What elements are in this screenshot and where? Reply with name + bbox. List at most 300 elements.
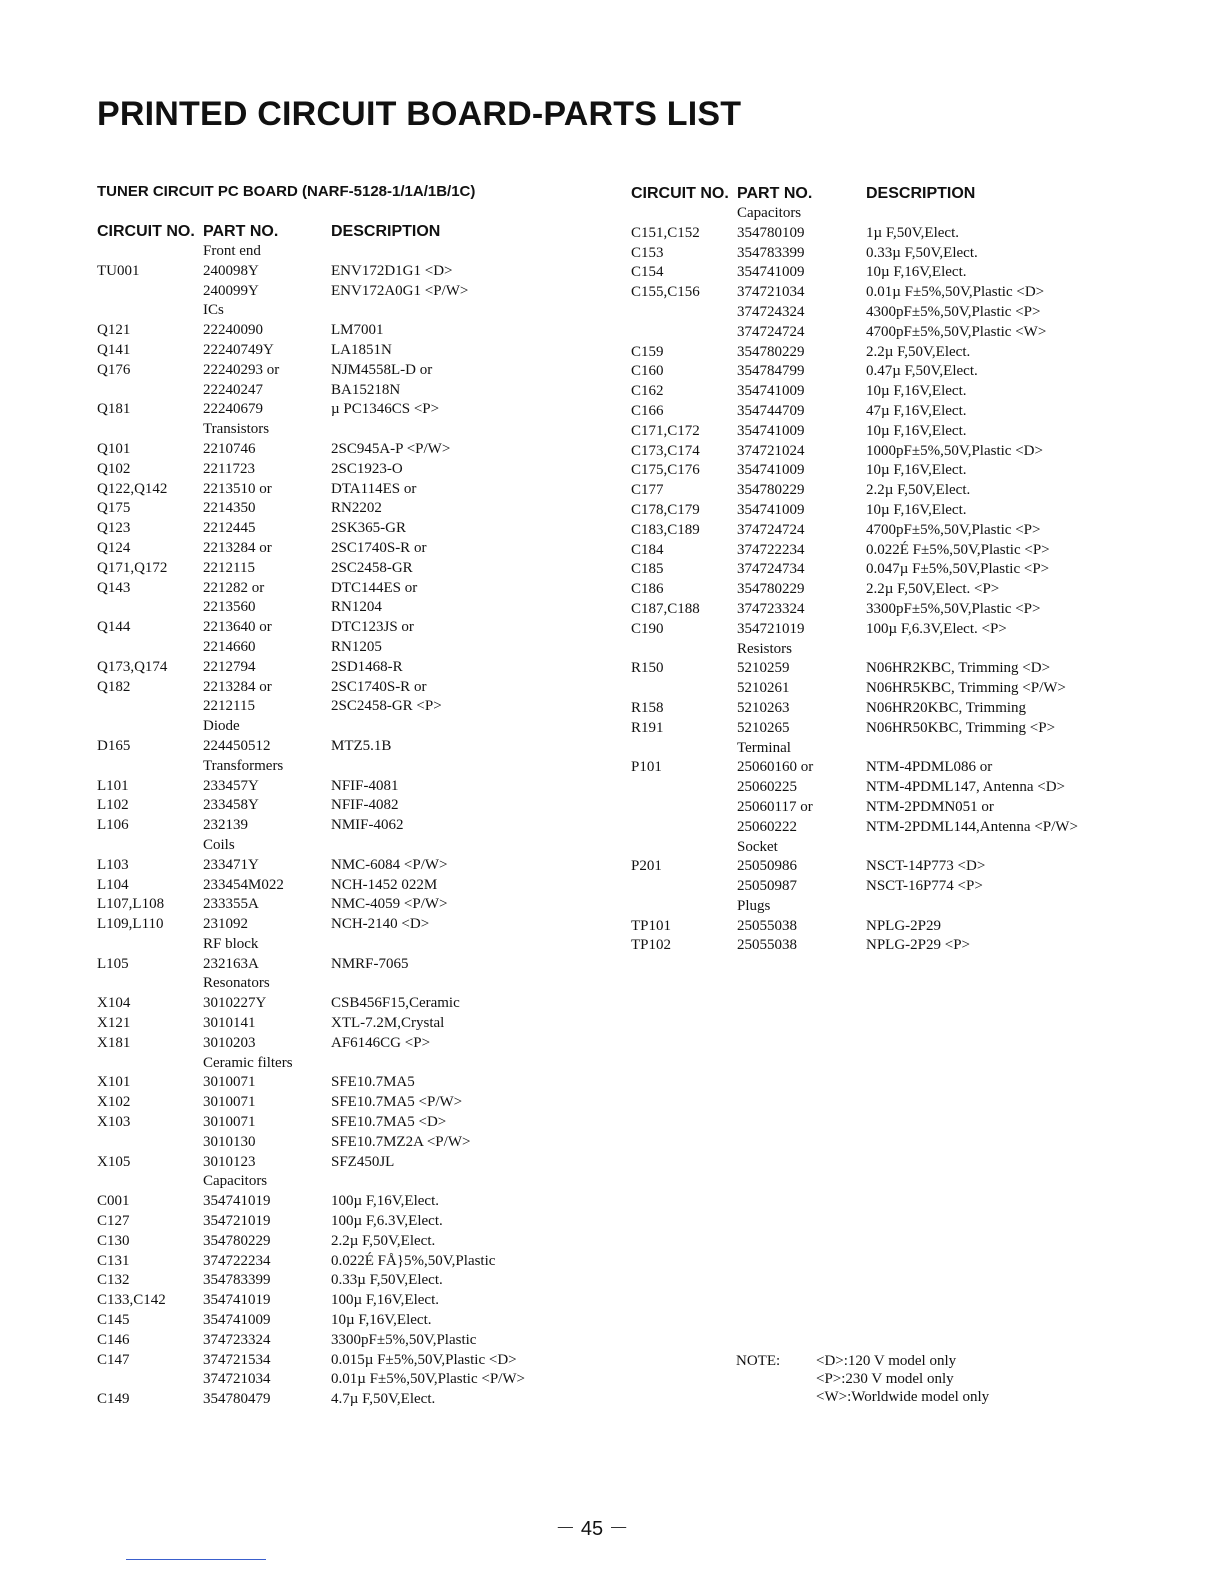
circuit-no: C190 <box>631 620 664 637</box>
part-no: 3010071 <box>203 1114 256 1131</box>
part-row <box>97 262 597 282</box>
section-heading-row <box>631 204 1151 224</box>
part-no: 3010227Y <box>203 995 267 1012</box>
section-heading-row <box>97 717 597 737</box>
part-row <box>97 618 597 638</box>
section-heading-row <box>97 242 597 262</box>
part-row <box>97 1390 597 1410</box>
description: NMIF-4062 <box>331 817 404 834</box>
page-title: PRINTED CIRCUIT BOARD-PARTS LIST <box>97 95 742 133</box>
circuit-no: C147 <box>97 1351 130 1368</box>
section-heading: Plugs <box>737 897 771 914</box>
description: NFIF-4081 <box>331 777 399 794</box>
part-no: 374724734 <box>737 561 805 578</box>
part-row <box>631 699 1151 719</box>
part-no: 354721019 <box>203 1213 271 1230</box>
description: 100µ F,6.3V,Elect. <box>331 1213 443 1230</box>
part-no: 5210259 <box>737 660 790 677</box>
left-header-circuit: CIRCUIT NO. <box>97 223 195 240</box>
left-header-description: DESCRIPTION <box>331 223 441 240</box>
part-row <box>97 1291 597 1311</box>
part-row <box>97 1073 597 1093</box>
part-no: 25060117 or <box>737 798 813 815</box>
part-row <box>97 955 597 975</box>
section-heading: Coils <box>203 836 235 853</box>
part-no: 2213640 or <box>203 619 272 636</box>
description: NTM-4PDML147, Antenna <D> <box>866 779 1065 796</box>
part-row <box>631 343 1151 363</box>
left-header-part: PART NO. <box>203 223 279 240</box>
part-no: 2214350 <box>203 500 256 517</box>
description: RN2202 <box>331 500 382 517</box>
description: 2SC1923-O <box>331 460 403 477</box>
part-no: 240098Y <box>203 262 259 279</box>
description: SFE10.7MA5 <D> <box>331 1114 447 1131</box>
part-row <box>631 936 1151 956</box>
part-no: 3010071 <box>203 1074 256 1091</box>
section-heading: Socket <box>737 838 778 855</box>
part-no: 374721034 <box>203 1371 271 1388</box>
part-row <box>97 381 597 401</box>
part-no: 374721024 <box>737 442 805 459</box>
circuit-no: C177 <box>631 482 664 499</box>
part-row <box>631 283 1151 303</box>
description: NCH-2140 <D> <box>331 916 430 933</box>
description: SFE10.7MA5 <box>331 1074 415 1091</box>
section-heading: Terminal <box>737 739 791 756</box>
part-no: 2212445 <box>203 520 256 537</box>
part-row <box>631 541 1151 561</box>
part-no: 233355A <box>203 896 259 913</box>
part-row <box>631 402 1151 422</box>
description: NTM-4PDML086 or <box>866 759 993 776</box>
part-no: 2212794 <box>203 658 256 675</box>
part-row <box>97 737 597 757</box>
description: µ PC1346CS <P> <box>331 401 440 418</box>
note-line: <D>:120 V model only <box>816 1353 957 1369</box>
part-row <box>631 580 1151 600</box>
part-row <box>631 620 1151 640</box>
part-row <box>97 1370 597 1390</box>
description: LA1851N <box>331 341 392 358</box>
part-row <box>97 915 597 935</box>
part-row <box>631 323 1151 343</box>
description: NFIF-4082 <box>331 797 399 814</box>
description: 3300pF±5%,50V,Plastic <box>331 1331 477 1348</box>
section-heading-row <box>631 897 1151 917</box>
part-row <box>631 303 1151 323</box>
part-no: 3010130 <box>203 1133 256 1150</box>
section-heading-row <box>97 935 597 955</box>
circuit-no: C146 <box>97 1331 130 1348</box>
part-row <box>97 658 597 678</box>
part-row <box>631 442 1151 462</box>
description: NMC-6084 <P/W> <box>331 856 448 873</box>
circuit-no: Q176 <box>97 361 131 378</box>
description: 1000pF±5%,50V,Plastic <D> <box>866 442 1043 459</box>
part-row <box>97 519 597 539</box>
part-no: 221282 or <box>203 579 265 596</box>
description: NTM-2PDMN051 or <box>866 798 994 815</box>
circuit-no: C132 <box>97 1272 130 1289</box>
part-no: 354741009 <box>203 1312 271 1329</box>
description: NPLG-2P29 <box>866 917 942 934</box>
part-row <box>97 1192 597 1212</box>
description: 0.022É FÅ}5%,50V,Plastic <box>331 1252 496 1269</box>
description: NMRF-7065 <box>331 955 409 972</box>
description: NMC-4059 <P/W> <box>331 896 448 913</box>
part-row <box>97 1271 597 1291</box>
circuit-no: Q182 <box>97 678 131 695</box>
circuit-no: X103 <box>97 1114 131 1131</box>
part-row <box>97 678 597 698</box>
part-row <box>97 1133 597 1153</box>
part-row <box>631 719 1151 739</box>
description: 0.047µ F±5%,50V,Plastic <P> <box>866 561 1050 578</box>
part-row <box>97 579 597 599</box>
part-no: 3010203 <box>203 1034 256 1051</box>
part-no: 240099Y <box>203 282 259 299</box>
part-row <box>97 816 597 836</box>
description: 47µ F,16V,Elect. <box>866 402 967 419</box>
part-row <box>631 560 1151 580</box>
circuit-no: Q173,Q174 <box>97 658 168 675</box>
part-row <box>97 697 597 717</box>
description: 10µ F,16V,Elect. <box>866 422 967 439</box>
part-no: 374722234 <box>737 541 805 558</box>
part-no: 2213560 <box>203 599 256 616</box>
part-no: 354744709 <box>737 402 805 419</box>
description: 3300pF±5%,50V,Plastic <P> <box>866 600 1041 617</box>
circuit-no: R150 <box>631 660 664 677</box>
part-row <box>97 1113 597 1133</box>
part-no: 354780229 <box>737 343 805 360</box>
description: DTC123JS or <box>331 619 414 636</box>
part-row <box>631 422 1151 442</box>
part-no: 374723324 <box>737 600 805 617</box>
part-no: 354780229 <box>737 482 805 499</box>
circuit-no: P201 <box>631 858 662 875</box>
section-heading: Transistors <box>203 421 270 438</box>
circuit-no: L109,L110 <box>97 916 164 933</box>
description: NCH-1452 022M <box>331 876 438 893</box>
description: NJM4558L-D or <box>331 361 433 378</box>
circuit-no: Q141 <box>97 341 131 358</box>
part-no: 5210261 <box>737 680 790 697</box>
part-row <box>97 499 597 519</box>
part-no: 22240749Y <box>203 341 274 358</box>
description: RN1205 <box>331 638 382 655</box>
description: ENV172A0G1 <P/W> <box>331 282 469 299</box>
part-no: 374722234 <box>203 1252 271 1269</box>
part-no: 2212115 <box>203 559 255 576</box>
part-row <box>631 263 1151 283</box>
circuit-no: D165 <box>97 737 131 754</box>
description: 0.01µ F±5%,50V,Plastic <P/W> <box>331 1371 525 1388</box>
description: 2SC2458-GR <box>331 559 413 576</box>
part-row <box>631 778 1151 798</box>
part-row <box>97 994 597 1014</box>
part-row <box>97 361 597 381</box>
part-no: 25060225 <box>737 779 797 796</box>
part-no: 224450512 <box>203 737 271 754</box>
part-no: 3010141 <box>203 1015 256 1032</box>
part-no: 233457Y <box>203 777 259 794</box>
description: 2SC1740S-R or <box>331 678 427 695</box>
circuit-no: TP102 <box>631 937 672 954</box>
description: 100µ F,16V,Elect. <box>331 1292 439 1309</box>
description: 10µ F,16V,Elect. <box>866 462 967 479</box>
part-no: 25050986 <box>737 858 797 875</box>
section-heading-row <box>97 836 597 856</box>
part-no: 5210263 <box>737 699 790 716</box>
part-no: 354783399 <box>203 1272 271 1289</box>
right-parts-list <box>631 204 1151 956</box>
part-no: 354780109 <box>737 224 805 241</box>
section-heading: ICs <box>203 302 224 319</box>
section-heading: Capacitors <box>737 205 802 221</box>
circuit-no: X181 <box>97 1034 131 1051</box>
part-row <box>97 539 597 559</box>
description: 0.01µ F±5%,50V,Plastic <D> <box>866 284 1045 301</box>
description: CSB456F15,Ceramic <box>331 995 460 1012</box>
part-no: 354741009 <box>737 264 805 281</box>
part-no: 2214660 <box>203 638 256 655</box>
part-row <box>97 321 597 341</box>
part-no: 22240247 <box>203 381 263 398</box>
description: NPLG-2P29 <P> <box>866 937 971 954</box>
circuit-no: L102 <box>97 797 129 814</box>
part-no: 232139 <box>203 817 248 834</box>
part-no: 354784799 <box>737 363 805 380</box>
circuit-no: Q101 <box>97 440 131 457</box>
description: 2.2µ F,50V,Elect. <P> <box>866 581 1000 598</box>
circuit-no: C184 <box>631 541 664 558</box>
description: XTL-7.2M,Crystal <box>331 1015 445 1032</box>
part-row <box>97 460 597 480</box>
description: 2SD1468-R <box>331 658 403 675</box>
part-row <box>631 244 1151 264</box>
description: 0.022É F±5%,50V,Plastic <P> <box>866 541 1050 558</box>
description: 4700pF±5%,50V,Plastic <P> <box>866 521 1041 538</box>
part-row <box>97 282 597 302</box>
circuit-no: C175,C176 <box>631 462 700 479</box>
circuit-no: P101 <box>631 759 662 776</box>
description: 4700pF±5%,50V,Plastic <W> <box>866 323 1047 340</box>
description: 2.2µ F,50V,Elect. <box>866 482 971 499</box>
part-no: 2212115 <box>203 698 255 715</box>
description: LM7001 <box>331 322 384 339</box>
section-heading-row <box>97 974 597 994</box>
description: 2.2µ F,50V,Elect. <box>331 1232 436 1249</box>
description: 0.015µ F±5%,50V,Plastic <D> <box>331 1351 517 1368</box>
part-row <box>631 501 1151 521</box>
part-row <box>97 1351 597 1371</box>
description: SFE10.7MA5 <P/W> <box>331 1094 463 1111</box>
description: 10µ F,16V,Elect. <box>866 501 967 518</box>
right-header-circuit: CIRCUIT NO. <box>631 185 729 202</box>
part-no: 374721534 <box>203 1351 271 1368</box>
part-no: 354780229 <box>203 1232 271 1249</box>
circuit-no: C178,C179 <box>631 501 700 518</box>
section-heading-row <box>631 640 1151 660</box>
description: AF6146CG <P> <box>331 1034 431 1051</box>
part-no: 25060222 <box>737 818 797 835</box>
description: MTZ5.1B <box>331 737 392 754</box>
description: 10µ F,16V,Elect. <box>866 383 967 400</box>
circuit-no: C160 <box>631 363 664 380</box>
circuit-no: R191 <box>631 719 664 736</box>
part-no: 3010123 <box>203 1153 256 1170</box>
board-title: TUNER CIRCUIT PC BOARD (NARF-5128-1/1A/1B/1C) <box>97 183 476 200</box>
part-row <box>97 638 597 658</box>
part-row <box>631 877 1151 897</box>
description: ENV172D1G1 <D> <box>331 262 453 279</box>
description: N06HR2KBC, Trimming <D> <box>866 660 1051 677</box>
circuit-no: C145 <box>97 1312 130 1329</box>
description: DTC144ES or <box>331 579 418 596</box>
circuit-no: Q124 <box>97 539 131 556</box>
part-row <box>97 796 597 816</box>
description: SFZ450JL <box>331 1153 395 1170</box>
part-no: 354741009 <box>737 422 805 439</box>
section-heading-row <box>97 757 597 777</box>
circuit-no: C173,C174 <box>631 442 700 459</box>
part-no: 231092 <box>203 916 248 933</box>
section-heading: Ceramic filters <box>203 1054 293 1071</box>
part-row <box>97 856 597 876</box>
section-heading: Diode <box>203 718 240 735</box>
description: N06HR20KBC, Trimming <box>866 699 1027 716</box>
description: 2SC1740S-R or <box>331 539 427 556</box>
part-row <box>97 559 597 579</box>
description: 2SK365-GR <box>331 520 407 537</box>
part-row <box>631 461 1151 481</box>
description: 1µ F,50V,Elect. <box>866 224 959 241</box>
description: N06HR5KBC, Trimming <P/W> <box>866 680 1066 697</box>
circuit-no: X102 <box>97 1094 131 1111</box>
part-no: 374724724 <box>737 323 805 340</box>
circuit-no: C130 <box>97 1232 130 1249</box>
part-no: 2211723 <box>203 460 255 477</box>
circuit-no: X105 <box>97 1153 131 1170</box>
part-no: 354741009 <box>737 383 805 400</box>
part-no: 22240293 or <box>203 361 280 378</box>
circuit-no: Q122,Q142 <box>97 480 168 497</box>
part-row <box>97 480 597 500</box>
part-row <box>97 1212 597 1232</box>
part-row <box>631 917 1151 937</box>
part-row <box>97 341 597 361</box>
part-no: 374724324 <box>737 303 805 320</box>
description: 0.33µ F,50V,Elect. <box>866 244 978 261</box>
part-row <box>631 818 1151 838</box>
part-no: 233471Y <box>203 856 259 873</box>
circuit-no: Q181 <box>97 401 131 418</box>
circuit-no: Q123 <box>97 520 131 537</box>
circuit-no: C001 <box>97 1193 130 1210</box>
circuit-no: Q171,Q172 <box>97 559 168 576</box>
section-heading-row <box>97 301 597 321</box>
part-no: 374721034 <box>737 284 805 301</box>
section-heading: Capacitors <box>203 1173 268 1190</box>
part-no: 2213284 or <box>203 539 272 556</box>
part-row <box>97 1331 597 1351</box>
part-no: 374723324 <box>203 1331 271 1348</box>
description: 100µ F,6.3V,Elect. <P> <box>866 620 1007 637</box>
part-no: 3010071 <box>203 1094 256 1111</box>
circuit-no: C171,C172 <box>631 422 700 439</box>
part-no: 354741019 <box>203 1193 271 1210</box>
part-row <box>97 1034 597 1054</box>
circuit-no: X121 <box>97 1015 131 1032</box>
part-no: 354741019 <box>203 1292 271 1309</box>
section-heading: RF block <box>203 935 259 952</box>
circuit-no: C131 <box>97 1252 130 1269</box>
section-heading-row <box>97 1054 597 1074</box>
page-number: － 45 － <box>555 1518 629 1540</box>
left-parts-list <box>97 242 597 1410</box>
part-row <box>97 1153 597 1173</box>
part-row <box>631 659 1151 679</box>
section-heading-row <box>631 838 1151 858</box>
part-row <box>631 857 1151 877</box>
description: 0.33µ F,50V,Elect. <box>331 1272 443 1289</box>
circuit-no: C162 <box>631 383 664 400</box>
part-no: 354780229 <box>737 581 805 598</box>
part-no: 354780479 <box>203 1391 271 1408</box>
circuit-no: TP101 <box>631 917 672 934</box>
description: 4300pF±5%,50V,Plastic <P> <box>866 303 1041 320</box>
part-no: 2213510 or <box>203 480 272 497</box>
part-row <box>631 382 1151 402</box>
right-header-description: DESCRIPTION <box>866 185 976 202</box>
part-row <box>631 679 1151 699</box>
circuit-no: C151,C152 <box>631 224 700 241</box>
circuit-no: R158 <box>631 699 664 716</box>
right-header-part: PART NO. <box>737 185 813 202</box>
part-no: 354783399 <box>737 244 805 261</box>
circuit-no: C166 <box>631 402 664 419</box>
part-row <box>97 1252 597 1272</box>
circuit-no: Q143 <box>97 579 131 596</box>
circuit-no: X104 <box>97 995 131 1012</box>
part-row <box>97 1014 597 1034</box>
part-no: 22240090 <box>203 322 263 339</box>
circuit-no: X101 <box>97 1074 131 1091</box>
section-heading-row <box>97 1172 597 1192</box>
note-line: <W>:Worldwide model only <box>816 1389 990 1405</box>
part-row <box>631 362 1151 382</box>
circuit-no: L101 <box>97 777 129 794</box>
description: N06HR50KBC, Trimming <P> <box>866 719 1056 736</box>
circuit-no: C187,C188 <box>631 600 700 617</box>
description: 0.47µ F,50V,Elect. <box>866 363 978 380</box>
part-no: 25055038 <box>737 917 797 934</box>
circuit-no: Q175 <box>97 500 131 517</box>
description: RN1204 <box>331 599 382 616</box>
circuit-no: C153 <box>631 244 664 261</box>
description: SFE10.7MZ2A <P/W> <box>331 1133 471 1150</box>
circuit-no: Q121 <box>97 322 131 339</box>
section-heading: Resistors <box>737 640 793 657</box>
circuit-no: C154 <box>631 264 664 281</box>
circuit-no: L103 <box>97 856 129 873</box>
part-row <box>97 1093 597 1113</box>
part-no: 25060160 or <box>737 759 814 776</box>
description: 100µ F,16V,Elect. <box>331 1193 439 1210</box>
part-no: 232163A <box>203 955 259 972</box>
